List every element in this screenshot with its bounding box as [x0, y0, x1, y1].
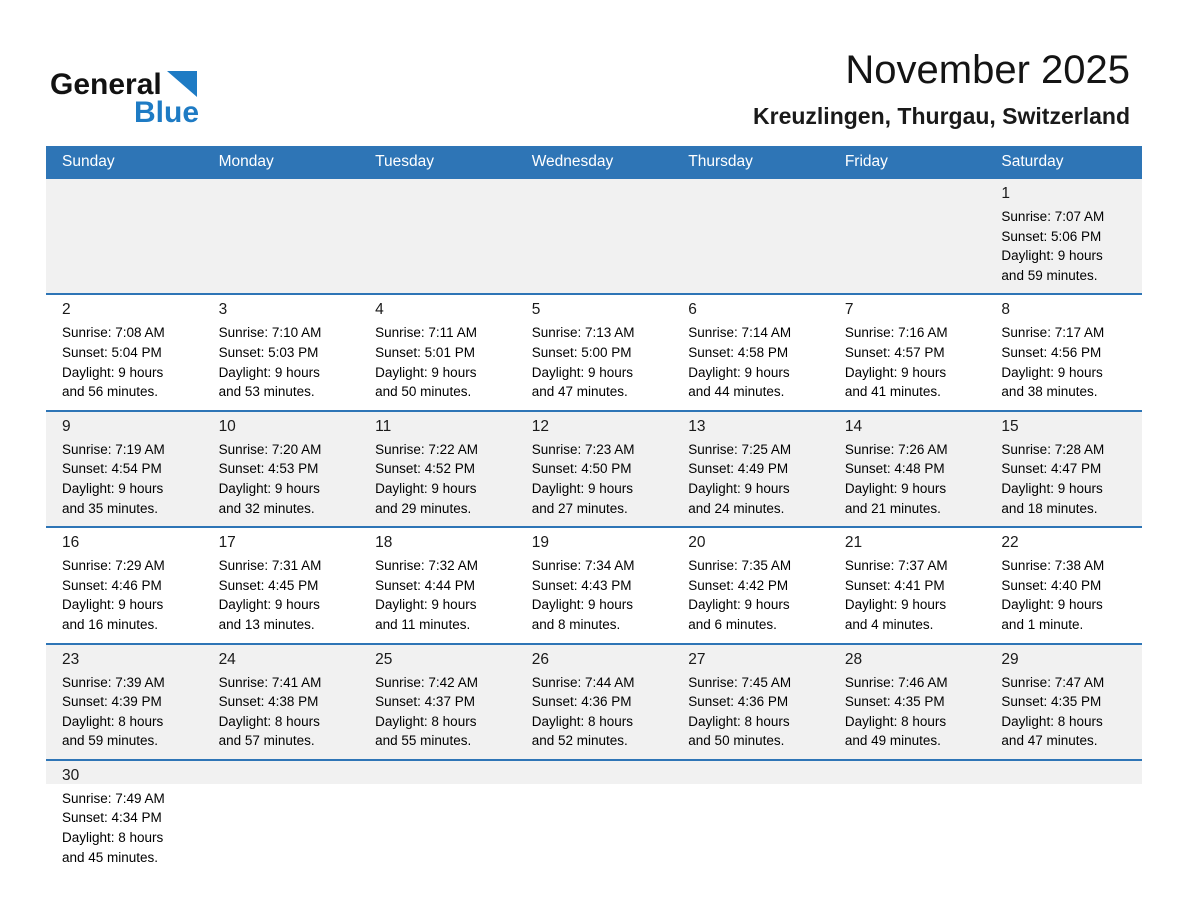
- day-number: 21: [844, 534, 863, 552]
- day-number: 18: [375, 534, 393, 552]
- day-number: 16: [62, 534, 80, 552]
- sunset-text: Sunset: 4:39 PM: [62, 694, 162, 710]
- day-cell: [672, 295, 829, 409]
- daylight-text: Daylight: 9 hours: [1001, 480, 1103, 496]
- weekday-header-saturday: Saturday: [1001, 153, 1064, 170]
- sunrise-text: Sunrise: 7:46 AM: [844, 674, 948, 690]
- day-cell: [359, 645, 516, 759]
- sunset-text: Sunset: 4:56 PM: [1001, 344, 1102, 360]
- day-number: 6: [688, 301, 697, 319]
- sunset-text: Sunset: 4:43 PM: [531, 577, 632, 593]
- week-row: [46, 410, 1142, 526]
- sunrise-text: Sunrise: 7:39 AM: [62, 674, 165, 690]
- sunset-text: Sunset: 4:58 PM: [688, 344, 789, 360]
- title-block: [753, 46, 1130, 130]
- sunset-text: Sunset: 4:41 PM: [844, 577, 945, 593]
- sunset-text: Sunset: 5:01 PM: [375, 344, 475, 360]
- daylight-continuation-text: and 6 minutes.: [688, 616, 777, 632]
- sunrise-text: Sunrise: 7:13 AM: [531, 325, 635, 341]
- daylight-continuation-text: and 52 minutes.: [531, 733, 628, 749]
- daylight-text: Daylight: 9 hours: [688, 597, 790, 613]
- week-row: [46, 526, 1142, 642]
- logo-triangle-icon: [167, 71, 197, 97]
- day-cell: [46, 295, 203, 409]
- sunrise-text: Sunrise: 7:38 AM: [1001, 558, 1105, 574]
- day-number: 30: [62, 766, 80, 784]
- daylight-text: Daylight: 8 hours: [1001, 713, 1103, 729]
- calendar-weeks: [46, 177, 1142, 887]
- daylight-continuation-text: and 1 minute.: [1001, 616, 1084, 632]
- sunrise-text: Sunrise: 7:37 AM: [844, 558, 948, 574]
- week-row: [46, 177, 1142, 293]
- weekday-header-thursday: Thursday: [688, 153, 753, 170]
- sunrise-text: Sunrise: 7:07 AM: [1001, 209, 1105, 224]
- day-number: 1: [1001, 185, 1011, 202]
- empty-day-cell: [359, 179, 516, 293]
- daylight-text: Daylight: 8 hours: [844, 713, 947, 729]
- sunset-text: Sunset: 4:45 PM: [218, 577, 319, 593]
- sunset-text: Sunset: 4:36 PM: [531, 694, 632, 710]
- sunrise-text: Sunrise: 7:34 AM: [531, 558, 635, 574]
- sunset-text: Sunset: 4:48 PM: [844, 461, 945, 477]
- daylight-continuation-text: and 50 minutes.: [688, 733, 785, 749]
- weekday-header-monday: Monday: [218, 153, 274, 170]
- day-cell: [985, 645, 1142, 759]
- weekday-header-friday: Friday: [844, 153, 888, 170]
- day-number: 24: [218, 650, 236, 668]
- daylight-text: Daylight: 9 hours: [1001, 597, 1103, 613]
- empty-day-cell: [672, 761, 829, 887]
- sunrise-text: Sunrise: 7:45 AM: [688, 674, 792, 690]
- sunset-text: Sunset: 4:47 PM: [1001, 461, 1102, 477]
- empty-day-cell: [672, 179, 829, 293]
- day-number: 26: [531, 650, 549, 668]
- daylight-continuation-text: and 16 minutes.: [62, 616, 159, 632]
- day-number: 20: [688, 534, 706, 552]
- sunset-text: Sunset: 4:46 PM: [62, 577, 162, 593]
- day-number: 19: [531, 534, 549, 552]
- day-cell: [46, 645, 203, 759]
- daylight-continuation-text: and 55 minutes.: [375, 733, 472, 749]
- location-subtitle: Kreuzlingen, Thurgau, Switzerland: [753, 103, 1130, 129]
- daylight-text: Daylight: 8 hours: [62, 713, 164, 729]
- daylight-continuation-text: and 49 minutes.: [844, 733, 941, 749]
- empty-day-cell: [359, 761, 516, 887]
- day-cell: [672, 528, 829, 642]
- weekday-header-wednesday: Wednesday: [531, 153, 614, 170]
- daylight-text: Daylight: 9 hours: [62, 597, 164, 613]
- daylight-continuation-text: and 38 minutes.: [1001, 384, 1098, 400]
- day-cell: [203, 295, 360, 409]
- daylight-continuation-text: and 59 minutes.: [1001, 267, 1098, 283]
- day-cell: [46, 528, 203, 642]
- daylight-continuation-text: and 29 minutes.: [375, 500, 472, 516]
- sunset-text: Sunset: 4:37 PM: [375, 694, 475, 710]
- day-cell: [359, 295, 516, 409]
- sunset-text: Sunset: 4:52 PM: [375, 461, 475, 477]
- logo-text-blue: Blue: [134, 96, 200, 129]
- daylight-text: Daylight: 8 hours: [375, 713, 477, 729]
- empty-day-cell: [829, 179, 986, 293]
- daylight-text: Daylight: 9 hours: [218, 597, 320, 613]
- day-cell: [829, 645, 986, 759]
- daylight-continuation-text: and 47 minutes.: [531, 384, 628, 400]
- daylight-continuation-text: and 56 minutes.: [62, 384, 159, 400]
- day-number: 23: [62, 650, 80, 668]
- day-number: 12: [531, 417, 549, 435]
- day-number: 13: [688, 417, 706, 435]
- day-number: 22: [1001, 534, 1019, 552]
- generalblue-logo: [50, 70, 270, 128]
- daylight-text: Daylight: 9 hours: [531, 364, 634, 380]
- week-row: [46, 643, 1142, 759]
- daylight-text: Daylight: 8 hours: [62, 830, 164, 846]
- sunrise-text: Sunrise: 7:32 AM: [375, 558, 478, 574]
- daylight-text: Daylight: 9 hours: [688, 480, 790, 496]
- day-cell: [46, 412, 203, 526]
- sunset-text: Sunset: 4:35 PM: [1001, 694, 1102, 710]
- day-cell: [985, 179, 1142, 293]
- sunrise-text: Sunrise: 7:28 AM: [1001, 441, 1105, 457]
- daylight-text: Daylight: 9 hours: [844, 597, 947, 613]
- daylight-continuation-text: and 41 minutes.: [844, 384, 941, 400]
- empty-day-cell: [203, 761, 360, 887]
- sunset-text: Sunset: 5:00 PM: [531, 344, 632, 360]
- sunrise-text: Sunrise: 7:14 AM: [688, 325, 792, 341]
- day-cell: [203, 412, 360, 526]
- day-cell: [203, 645, 360, 759]
- daylight-text: Daylight: 8 hours: [218, 713, 320, 729]
- empty-day-cell: [829, 761, 986, 887]
- daylight-text: Daylight: 9 hours: [531, 480, 634, 496]
- sunset-text: Sunset: 4:38 PM: [218, 694, 319, 710]
- daylight-text: Daylight: 9 hours: [62, 364, 164, 380]
- sunrise-text: Sunrise: 7:22 AM: [375, 441, 478, 457]
- day-number: 17: [218, 534, 236, 552]
- month-year-title: November 2025: [845, 48, 1130, 92]
- day-cell: [46, 761, 203, 887]
- empty-day-cell: [516, 179, 673, 293]
- empty-day-cell: [985, 761, 1142, 887]
- daylight-text: Daylight: 9 hours: [531, 597, 634, 613]
- sunrise-text: Sunrise: 7:20 AM: [218, 441, 322, 457]
- sunrise-text: Sunrise: 7:10 AM: [218, 325, 322, 341]
- sunrise-text: Sunrise: 7:47 AM: [1001, 674, 1105, 690]
- sunset-text: Sunset: 4:50 PM: [531, 461, 632, 477]
- day-cell: [516, 295, 673, 409]
- logo-text-general: General: [50, 68, 162, 101]
- sunrise-text: Sunrise: 7:49 AM: [62, 790, 165, 806]
- daylight-continuation-text: and 32 minutes.: [218, 500, 315, 516]
- day-cell: [672, 412, 829, 526]
- weekday-header-sunday: Sunday: [62, 153, 115, 170]
- empty-day-cell: [46, 179, 203, 293]
- daylight-text: Daylight: 9 hours: [62, 480, 164, 496]
- daylight-continuation-text: and 11 minutes.: [375, 616, 471, 632]
- sunset-text: Sunset: 4:44 PM: [375, 577, 475, 593]
- day-number: 28: [844, 650, 863, 668]
- sunrise-text: Sunrise: 7:25 AM: [688, 441, 792, 457]
- daylight-continuation-text: and 24 minutes.: [688, 500, 785, 516]
- daylight-continuation-text: and 8 minutes.: [531, 616, 621, 632]
- daylight-text: Daylight: 9 hours: [688, 364, 790, 380]
- day-cell: [516, 645, 673, 759]
- day-number: 11: [375, 417, 392, 435]
- sunrise-text: Sunrise: 7:17 AM: [1001, 325, 1105, 341]
- daylight-text: Daylight: 9 hours: [1001, 364, 1103, 380]
- day-cell: [985, 412, 1142, 526]
- sunrise-text: Sunrise: 7:41 AM: [218, 674, 322, 690]
- daylight-text: Daylight: 9 hours: [218, 480, 320, 496]
- week-row: [46, 293, 1142, 409]
- week-row: [46, 759, 1142, 887]
- day-number: 8: [1001, 301, 1011, 319]
- daylight-continuation-text: and 53 minutes.: [218, 384, 315, 400]
- daylight-text: Daylight: 9 hours: [375, 364, 477, 380]
- day-number: 5: [531, 301, 541, 319]
- sunset-text: Sunset: 4:53 PM: [218, 461, 319, 477]
- empty-day-cell: [203, 179, 360, 293]
- empty-day-cell: [516, 761, 673, 887]
- daylight-continuation-text: and 57 minutes.: [218, 733, 315, 749]
- sunset-text: Sunset: 4:49 PM: [688, 461, 789, 477]
- day-number: 2: [62, 301, 71, 319]
- sunset-text: Sunset: 4:40 PM: [1001, 577, 1102, 593]
- day-number: 3: [218, 301, 228, 319]
- sunrise-text: Sunrise: 7:19 AM: [62, 441, 165, 457]
- sunrise-text: Sunrise: 7:11 AM: [375, 325, 477, 341]
- sunrise-text: Sunrise: 7:16 AM: [844, 325, 948, 341]
- day-number: 14: [844, 417, 863, 435]
- daylight-continuation-text: and 47 minutes.: [1001, 733, 1098, 749]
- daylight-text: Daylight: 8 hours: [531, 713, 634, 729]
- day-number: 7: [844, 301, 854, 319]
- day-cell: [359, 528, 516, 642]
- page-header: [0, 0, 1188, 130]
- day-number: 29: [1001, 650, 1019, 668]
- calendar: [46, 146, 1142, 887]
- daylight-continuation-text: and 59 minutes.: [62, 733, 159, 749]
- daylight-continuation-text: and 18 minutes.: [1001, 500, 1098, 516]
- sunset-text: Sunset: 5:03 PM: [218, 344, 319, 360]
- sunrise-text: Sunrise: 7:42 AM: [375, 674, 478, 690]
- sunset-text: Sunset: 4:54 PM: [62, 461, 162, 477]
- daylight-continuation-text: and 4 minutes.: [844, 616, 934, 632]
- daylight-continuation-text: and 21 minutes.: [844, 500, 941, 516]
- day-cell: [516, 412, 673, 526]
- sunset-text: Sunset: 5:06 PM: [1001, 228, 1102, 244]
- daylight-continuation-text: and 44 minutes.: [688, 384, 785, 400]
- daylight-text: Daylight: 9 hours: [1001, 248, 1103, 264]
- day-number: 27: [688, 650, 706, 668]
- day-number: 15: [1001, 417, 1019, 435]
- sunset-text: Sunset: 4:57 PM: [844, 344, 945, 360]
- sunset-text: Sunset: 4:34 PM: [62, 810, 162, 826]
- daylight-text: Daylight: 9 hours: [844, 364, 947, 380]
- sunset-text: Sunset: 5:04 PM: [62, 344, 162, 360]
- daylight-text: Daylight: 9 hours: [375, 597, 477, 613]
- day-cell: [829, 295, 986, 409]
- sunrise-text: Sunrise: 7:44 AM: [531, 674, 635, 690]
- weekday-header-tuesday: Tuesday: [375, 153, 435, 170]
- daylight-text: Daylight: 9 hours: [844, 480, 947, 496]
- day-cell: [672, 645, 829, 759]
- daylight-continuation-text: and 45 minutes.: [62, 849, 159, 865]
- sunset-text: Sunset: 4:36 PM: [688, 694, 789, 710]
- sunrise-text: Sunrise: 7:26 AM: [844, 441, 948, 457]
- day-cell: [359, 412, 516, 526]
- day-cell: [516, 528, 673, 642]
- day-cell: [829, 412, 986, 526]
- day-number: 9: [62, 417, 71, 435]
- sunrise-text: Sunrise: 7:08 AM: [62, 325, 165, 341]
- daylight-continuation-text: and 27 minutes.: [531, 500, 628, 516]
- day-cell: [829, 528, 986, 642]
- daylight-text: Daylight: 9 hours: [218, 364, 320, 380]
- daylight-continuation-text: and 35 minutes.: [62, 500, 159, 516]
- sunset-text: Sunset: 4:42 PM: [688, 577, 789, 593]
- day-cell: [985, 528, 1142, 642]
- sunrise-text: Sunrise: 7:29 AM: [62, 558, 165, 574]
- day-number: 4: [375, 301, 384, 319]
- sunset-text: Sunset: 4:35 PM: [844, 694, 945, 710]
- sunrise-text: Sunrise: 7:23 AM: [531, 441, 635, 457]
- daylight-continuation-text: and 13 minutes.: [218, 616, 315, 632]
- weekday-header-row: [46, 146, 1142, 177]
- daylight-continuation-text: and 50 minutes.: [375, 384, 472, 400]
- day-cell: [203, 528, 360, 642]
- sunrise-text: Sunrise: 7:31 AM: [218, 558, 322, 574]
- day-cell: [985, 295, 1142, 409]
- day-number: 10: [218, 417, 236, 435]
- sunrise-text: Sunrise: 7:35 AM: [688, 558, 792, 574]
- day-number: 25: [375, 650, 393, 668]
- daylight-text: Daylight: 9 hours: [375, 480, 477, 496]
- daylight-text: Daylight: 8 hours: [688, 713, 790, 729]
